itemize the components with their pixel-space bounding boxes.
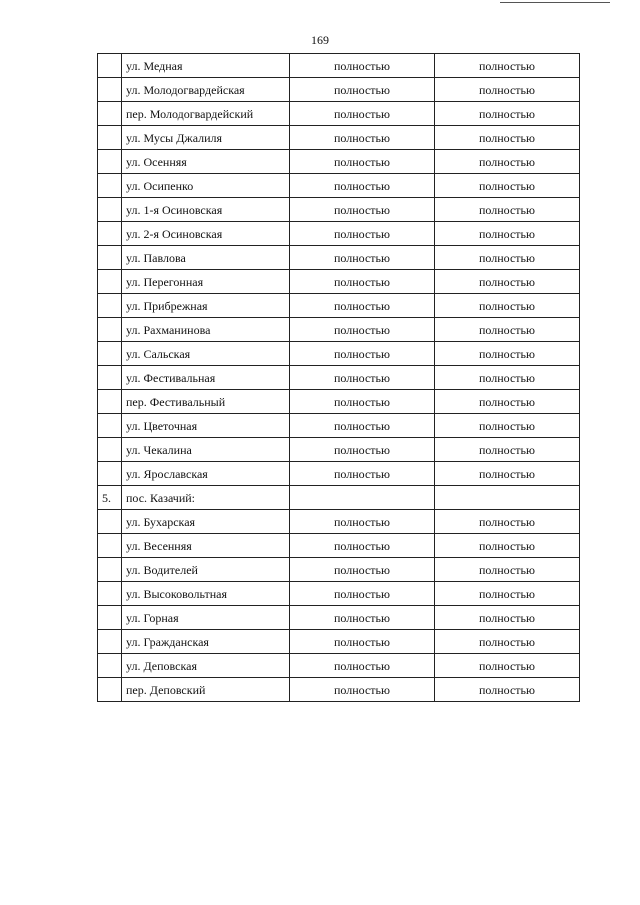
street-name-cell: ул. Горная bbox=[122, 606, 290, 630]
row-number-cell bbox=[98, 558, 122, 582]
status-cell-a: полностью bbox=[290, 198, 435, 222]
street-name-cell: ул. Павлова bbox=[122, 246, 290, 270]
street-name-cell: ул. Гражданская bbox=[122, 630, 290, 654]
status-cell-b: полностью bbox=[435, 102, 580, 126]
status-cell-b: полностью bbox=[435, 246, 580, 270]
table-row bbox=[98, 78, 580, 102]
row-number-cell bbox=[98, 462, 122, 486]
row-number-cell: 5. bbox=[98, 486, 122, 510]
table-row bbox=[98, 414, 580, 438]
row-number-cell bbox=[98, 438, 122, 462]
table-row bbox=[98, 486, 580, 510]
table-row bbox=[98, 294, 580, 318]
street-name-cell: ул. Цветочная bbox=[122, 414, 290, 438]
street-name-cell: ул. Медная bbox=[122, 54, 290, 78]
street-name-cell: ул. Фестивальная bbox=[122, 366, 290, 390]
status-cell-a: полностью bbox=[290, 246, 435, 270]
status-cell-b: полностью bbox=[435, 462, 580, 486]
street-name-cell: ул. Бухарская bbox=[122, 510, 290, 534]
row-number-cell bbox=[98, 246, 122, 270]
status-cell-a: полностью bbox=[290, 294, 435, 318]
table-row bbox=[98, 54, 580, 78]
status-cell-b: полностью bbox=[435, 534, 580, 558]
status-cell-b: полностью bbox=[435, 366, 580, 390]
table-row bbox=[98, 462, 580, 486]
row-number-cell bbox=[98, 270, 122, 294]
row-number-cell bbox=[98, 102, 122, 126]
row-number-cell bbox=[98, 606, 122, 630]
row-number-cell bbox=[98, 150, 122, 174]
streets-table bbox=[97, 53, 580, 702]
row-number-cell bbox=[98, 414, 122, 438]
row-number-cell bbox=[98, 366, 122, 390]
page-number: 169 bbox=[311, 33, 329, 47]
scan-artifact-line bbox=[500, 2, 610, 3]
status-cell-a: полностью bbox=[290, 462, 435, 486]
row-number-cell bbox=[98, 510, 122, 534]
row-number-cell bbox=[98, 534, 122, 558]
table-row bbox=[98, 510, 580, 534]
street-name-cell: ул. 1-я Осиновская bbox=[122, 198, 290, 222]
table-row bbox=[98, 438, 580, 462]
table-row bbox=[98, 582, 580, 606]
table-row bbox=[98, 654, 580, 678]
status-cell-a: полностью bbox=[290, 342, 435, 366]
street-name-cell: ул. Высоковольтная bbox=[122, 582, 290, 606]
row-number-cell bbox=[98, 318, 122, 342]
table-row bbox=[98, 366, 580, 390]
status-cell-b: полностью bbox=[435, 270, 580, 294]
status-cell-a: полностью bbox=[290, 174, 435, 198]
street-name-cell: ул. Молодогвардейская bbox=[122, 78, 290, 102]
status-cell-b: полностью bbox=[435, 510, 580, 534]
status-cell-b: полностью bbox=[435, 222, 580, 246]
street-name-cell: ул. Перегонная bbox=[122, 270, 290, 294]
street-name-cell: ул. Рахманинова bbox=[122, 318, 290, 342]
street-name-cell: ул. Осенняя bbox=[122, 150, 290, 174]
status-cell-a: полностью bbox=[290, 54, 435, 78]
table-row bbox=[98, 558, 580, 582]
table-row bbox=[98, 630, 580, 654]
status-cell-b: полностью bbox=[435, 630, 580, 654]
streets-table-body bbox=[98, 54, 580, 702]
table-row bbox=[98, 678, 580, 702]
table-row bbox=[98, 318, 580, 342]
street-name-cell: пос. Казачий: bbox=[122, 486, 290, 510]
status-cell-a: полностью bbox=[290, 654, 435, 678]
table-row bbox=[98, 606, 580, 630]
street-name-cell: ул. Деповская bbox=[122, 654, 290, 678]
status-cell-a: полностью bbox=[290, 102, 435, 126]
row-number-cell bbox=[98, 390, 122, 414]
status-cell-a: полностью bbox=[290, 126, 435, 150]
status-cell-a: полностью bbox=[290, 510, 435, 534]
street-name-cell: ул. Осипенко bbox=[122, 174, 290, 198]
table-row bbox=[98, 390, 580, 414]
status-cell-a: полностью bbox=[290, 582, 435, 606]
status-cell-b: полностью bbox=[435, 558, 580, 582]
table-row bbox=[98, 222, 580, 246]
row-number-cell bbox=[98, 654, 122, 678]
status-cell-b: полностью bbox=[435, 582, 580, 606]
table-row bbox=[98, 270, 580, 294]
row-number-cell bbox=[98, 126, 122, 150]
street-name-cell: пер. Молодогвардейский bbox=[122, 102, 290, 126]
table-row bbox=[98, 150, 580, 174]
table-row bbox=[98, 102, 580, 126]
row-number-cell bbox=[98, 582, 122, 606]
table-row bbox=[98, 198, 580, 222]
status-cell-b: полностью bbox=[435, 198, 580, 222]
status-cell-a: полностью bbox=[290, 438, 435, 462]
status-cell-b: полностью bbox=[435, 438, 580, 462]
status-cell-a: полностью bbox=[290, 222, 435, 246]
street-name-cell: ул. Прибрежная bbox=[122, 294, 290, 318]
street-name-cell: ул. Мусы Джалиля bbox=[122, 126, 290, 150]
status-cell-a: полностью bbox=[290, 150, 435, 174]
status-cell-b: полностью bbox=[435, 390, 580, 414]
status-cell-b: полностью bbox=[435, 342, 580, 366]
street-name-cell: ул. Водителей bbox=[122, 558, 290, 582]
row-number-cell bbox=[98, 342, 122, 366]
status-cell-a: полностью bbox=[290, 270, 435, 294]
status-cell-b: полностью bbox=[435, 54, 580, 78]
status-cell-b bbox=[435, 486, 580, 510]
row-number-cell bbox=[98, 630, 122, 654]
status-cell-b: полностью bbox=[435, 174, 580, 198]
status-cell-b: полностью bbox=[435, 126, 580, 150]
table-row bbox=[98, 534, 580, 558]
row-number-cell bbox=[98, 174, 122, 198]
street-name-cell: пер. Деповский bbox=[122, 678, 290, 702]
status-cell-a bbox=[290, 486, 435, 510]
status-cell-a: полностью bbox=[290, 414, 435, 438]
row-number-cell bbox=[98, 678, 122, 702]
status-cell-a: полностью bbox=[290, 534, 435, 558]
street-name-cell: пер. Фестивальный bbox=[122, 390, 290, 414]
row-number-cell bbox=[98, 222, 122, 246]
status-cell-a: полностью bbox=[290, 630, 435, 654]
table-row bbox=[98, 174, 580, 198]
status-cell-b: полностью bbox=[435, 678, 580, 702]
row-number-cell bbox=[98, 294, 122, 318]
table-row bbox=[98, 342, 580, 366]
row-number-cell bbox=[98, 54, 122, 78]
status-cell-b: полностью bbox=[435, 150, 580, 174]
street-name-cell: ул. 2-я Осиновская bbox=[122, 222, 290, 246]
status-cell-a: полностью bbox=[290, 390, 435, 414]
table-row bbox=[98, 246, 580, 270]
row-number-cell bbox=[98, 198, 122, 222]
status-cell-b: полностью bbox=[435, 606, 580, 630]
table-row bbox=[98, 126, 580, 150]
street-name-cell: ул. Сальская bbox=[122, 342, 290, 366]
status-cell-a: полностью bbox=[290, 366, 435, 390]
status-cell-a: полностью bbox=[290, 78, 435, 102]
status-cell-b: полностью bbox=[435, 654, 580, 678]
status-cell-a: полностью bbox=[290, 558, 435, 582]
status-cell-a: полностью bbox=[290, 318, 435, 342]
status-cell-b: полностью bbox=[435, 318, 580, 342]
street-name-cell: ул. Ярославская bbox=[122, 462, 290, 486]
status-cell-b: полностью bbox=[435, 294, 580, 318]
status-cell-b: полностью bbox=[435, 414, 580, 438]
status-cell-a: полностью bbox=[290, 606, 435, 630]
street-name-cell: ул. Чекалина bbox=[122, 438, 290, 462]
status-cell-a: полностью bbox=[290, 678, 435, 702]
status-cell-b: полностью bbox=[435, 78, 580, 102]
street-name-cell: ул. Весенняя bbox=[122, 534, 290, 558]
row-number-cell bbox=[98, 78, 122, 102]
